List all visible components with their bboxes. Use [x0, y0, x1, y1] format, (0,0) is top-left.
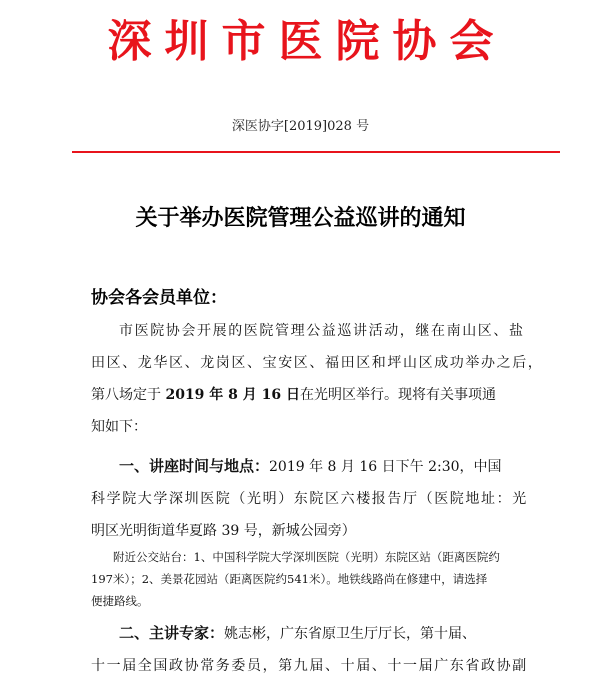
document-number: 深医协字[2019]028 号: [231, 119, 370, 134]
section-2-line-1: [91, 617, 521, 650]
section-2-heading: 二、主讲专家：: [119, 624, 225, 642]
section-2-line-2: 十一届全国政协常务委员，第九届、十届、十一届广东省政协副: [91, 658, 528, 674]
section-1-line-3: 明区光明街道华夏路 39 号，新城公园旁）: [91, 523, 356, 539]
intro-line-4: 知如下：: [91, 419, 147, 435]
red-divider-line: [72, 151, 560, 153]
salutation: 协会各会员单位：: [91, 288, 227, 308]
section-1-heading: 一、讲座时间与地点：: [119, 457, 270, 475]
section-1-line-1: [91, 450, 521, 483]
transit-note: [91, 546, 551, 612]
section-1-time: 2019 年 8 月 16 日下午 2:30，中国: [269, 459, 502, 475]
event-date: 2019 年 8 月 16 日: [165, 387, 301, 403]
org-title: 深圳市医院协会: [107, 16, 507, 67]
transit-line-1: 附近公交站台：1、中国科学院大学深圳医院（光明）东院区站（距离医院约: [113, 550, 500, 564]
section-1-line-2: 科学院大学深圳医院（光明）东院区六楼报告厅（医院地址：光: [91, 491, 528, 507]
intro-paragraph: [91, 315, 544, 443]
intro-line-3-post: 在光明区举行。现将有关事项通: [300, 387, 497, 403]
section-2-speaker: 姚志彬，广东省原卫生厅厅长，第十届、: [224, 626, 477, 642]
intro-line-3: [91, 379, 521, 411]
transit-line-2: 197米）；2、美景花园站（距离医院约541米）。地铁线路尚在修建中，请选择: [91, 572, 488, 586]
intro-line-3-pre: 第八场定于: [91, 387, 166, 403]
intro-line-2: 田区、龙华区、龙岗区、宝安区、福田区和坪山区成功举办之后，: [91, 355, 544, 371]
section-speaker: [91, 617, 528, 682]
section-time-location: [91, 450, 528, 547]
intro-line-1: 市医院协会开展的医院管理公益巡讲活动，继在南山区、盐: [119, 323, 525, 339]
transit-line-3: 便捷路线。: [91, 594, 149, 608]
notice-title: 关于举办医院管理公益巡讲的通知: [135, 205, 466, 231]
